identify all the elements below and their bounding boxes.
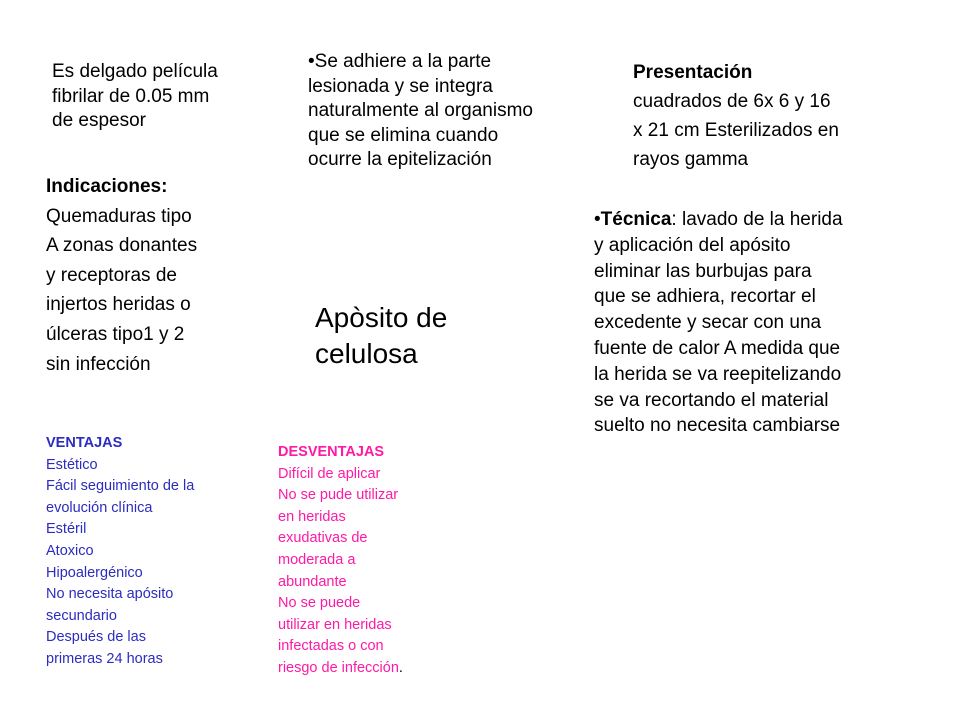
technique-line: se va recortando el material (594, 389, 829, 411)
technique-line: excedente y secar con una (594, 312, 822, 334)
technique-line: la herida se va reepitelizando (594, 363, 842, 385)
advantages-item: No necesita apósito (46, 586, 174, 603)
adhesion-line: lesionada y se integra (308, 75, 493, 97)
disadvantages-block (278, 442, 403, 680)
description-block (52, 60, 218, 134)
adhesion-line: naturalmente al organismo (308, 100, 533, 121)
presentation-line: x 21 cm Esterilizados en (633, 120, 839, 141)
adhesion-line: •Se adhiere a la parte (308, 51, 492, 72)
advantages-heading: VENTAJAS (46, 435, 123, 451)
description-line: de espesor (52, 110, 147, 131)
indications-line: injertos heridas o (46, 294, 191, 316)
advantages-item: Estético (46, 456, 98, 473)
title-line: celulosa (315, 338, 418, 369)
indications-line: y receptoras de (46, 264, 177, 286)
indications-line: úlceras tipo1 y 2 (46, 323, 185, 345)
advantages-item: Hipoalergénico (46, 564, 143, 581)
disadvantages-item: moderada a (278, 551, 356, 568)
title-line: Apòsito de (315, 302, 448, 333)
indications-line: Quemaduras tipo (46, 205, 192, 227)
advantages-item: Estéril (46, 521, 87, 538)
advantages-item: Fácil seguimiento de la (46, 478, 195, 495)
disadvantages-item: No se pude utilizar (278, 487, 399, 504)
advantages-block (46, 433, 194, 671)
disadvantages-item: en heridas (278, 508, 346, 525)
adhesion-line: ocurre la epitelización (308, 149, 492, 170)
technique-line: y aplicación del apósito (594, 234, 791, 256)
description-line: fibrilar de 0.05 mm (52, 85, 210, 107)
disadvantages-heading: DESVENTAJAS (278, 444, 385, 460)
technique-line: fuente de calor A medida que (594, 337, 841, 359)
indications-heading: Indicaciones: (46, 176, 168, 197)
technique-bullet: • (594, 209, 601, 230)
presentation-block (633, 58, 839, 174)
adhesion-block (308, 50, 533, 173)
technique-line: suelto no necesita cambiarse (594, 415, 841, 437)
technique-line: que se adhiera, recortar el (594, 286, 816, 308)
advantages-item: primeras 24 horas (46, 650, 163, 667)
technique-line: eliminar las burbujas para (594, 260, 812, 282)
disadvantages-item: riesgo de infección (278, 659, 399, 676)
advantages-item: Después de las (46, 629, 146, 646)
technique-first-line (594, 207, 843, 233)
presentation-line: cuadrados de 6x 6 y 16 (633, 91, 831, 112)
adhesion-line: que se elimina cuando (308, 124, 499, 146)
technique-label: Técnica (600, 209, 672, 230)
advantages-item: evolución clínica (46, 499, 153, 516)
disadvantages-item: Difícil de aplicar (278, 465, 381, 482)
technique-first-rest: : lavado de la herida (671, 209, 843, 230)
advantages-item: Atoxico (46, 542, 94, 559)
disadvantages-item: abundante (278, 573, 347, 590)
disadvantages-last-line (278, 658, 403, 680)
indications-line: A zonas donantes (46, 235, 198, 257)
disadvantages-item: infectadas o con (278, 638, 384, 655)
disadvantages-period: . (398, 659, 403, 676)
disadvantages-item: No se puede (278, 595, 361, 612)
disadvantages-item: exudativas de (278, 530, 368, 547)
indications-block (46, 172, 197, 379)
page-title (315, 300, 447, 372)
presentation-line: rayos gamma (633, 149, 749, 170)
presentation-heading: Presentación (633, 62, 753, 83)
description-line: Es delgado película (52, 61, 218, 82)
indications-line: sin infección (46, 353, 151, 375)
technique-block (594, 207, 843, 439)
advantages-item: secundario (46, 607, 117, 624)
disadvantages-item: utilizar en heridas (278, 616, 392, 633)
